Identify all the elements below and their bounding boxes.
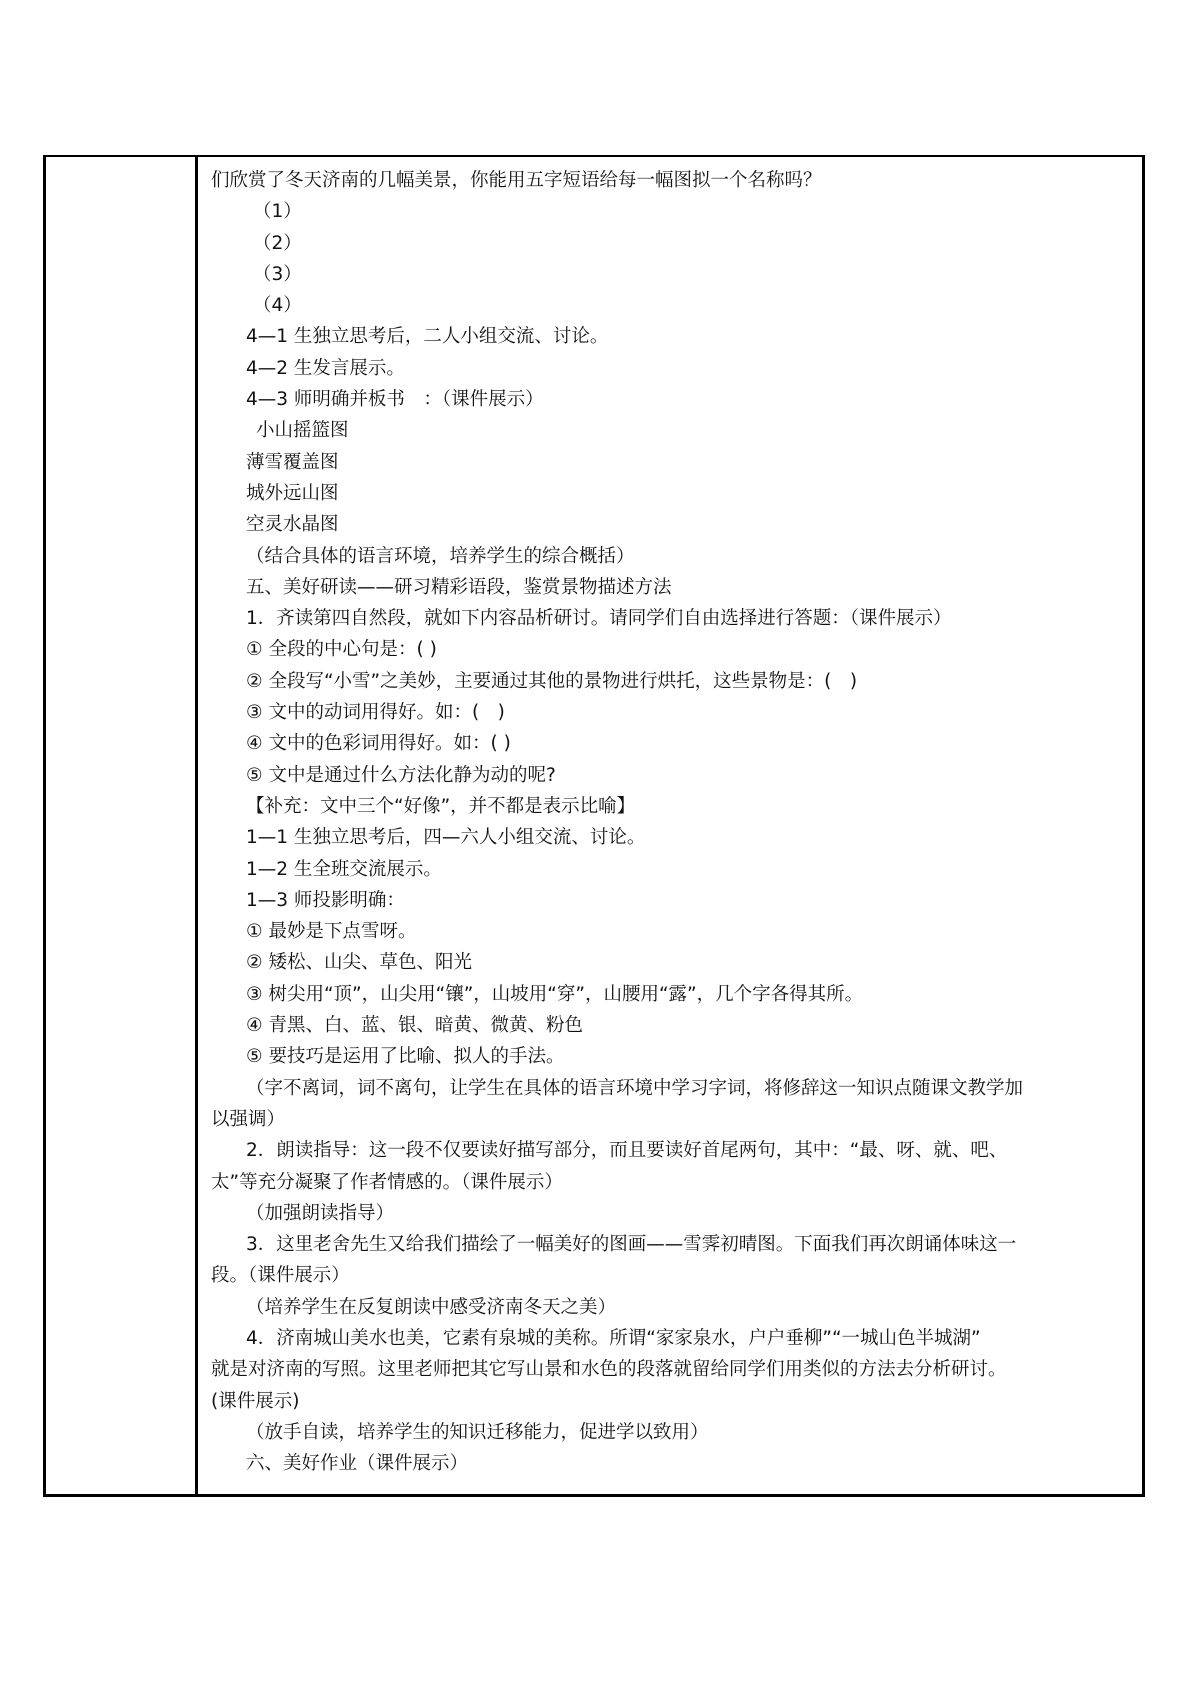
- text-line: 就是对济南的写照。这里老师把其它写山景和水色的段落就留给同学们用类似的方法去分析研讨。: [211, 1359, 1007, 1381]
- text-line: ③ 文中的动词用得好。如：( ): [246, 702, 505, 724]
- text-line: （加强朗读指导）: [246, 1202, 395, 1224]
- lesson-table: [43, 155, 1145, 1497]
- text-line: 【补充：文中三个“好像”，并不都是表示比喻】: [246, 795, 636, 817]
- text-line: ③ 树尖用“顶”，山尖用“镶”，山坡用“穿”，山腰用“露”，几个字各得其所。: [246, 983, 864, 1005]
- text-line: 4．济南城山美水也美，它素有泉城的美称。所谓“家家泉水，户户垂柳”“一城山色半城湖”: [246, 1327, 981, 1349]
- text-line: ② 矮松、山尖、草色、阳光: [246, 952, 472, 974]
- text-line: ⑤ 要技巧是运用了比喻、拟人的手法。: [246, 1046, 565, 1068]
- text-line: 太”等充分凝聚了作者情感的。（课件展示）: [211, 1171, 563, 1193]
- text-line: 段。（课件展示）: [211, 1265, 350, 1287]
- table-content-cell: [201, 157, 1142, 1494]
- text-line: （字不离词，词不离句，让学生在具体的语言环境中学习字词，将修辞这一知识点随课文教学加: [246, 1077, 1024, 1099]
- text-line: 以强调）: [211, 1108, 286, 1130]
- text-line: （放手自读，培养学生的知识迁移能力，促进学以致用）: [246, 1421, 709, 1443]
- text-line: ④ 文中的色彩词用得好。如：( ): [246, 733, 511, 755]
- text-line: （4）: [253, 295, 302, 317]
- text-line: 五、美好研读——研习精彩语段，鉴赏景物描述方法: [246, 576, 672, 598]
- text-line: 1—2 生全班交流展示。: [246, 858, 442, 880]
- text-line: ① 全段的中心句是：( ): [246, 639, 437, 661]
- text-line: 4—3 师明确并板书 ：（课件展示）: [246, 389, 544, 411]
- text-line: ⑤ 文中是通过什么方法化静为动的呢?: [246, 764, 556, 786]
- text-line: 们欣赏了冬天济南的几幅美景，你能用五字短语给每一幅图拟一个名称吗？: [211, 170, 822, 191]
- text-line: （结合具体的语言环境，培养学生的综合概括）: [246, 545, 635, 567]
- text-line: 六、美好作业（课件展示）: [246, 1453, 469, 1475]
- text-line: (课件展示): [211, 1390, 300, 1412]
- text-line: 4—1 生独立思考后，二人小组交流、讨论。: [246, 326, 609, 348]
- text-line: 3．这里老舍先生又给我们描绘了一幅美好的图画——雪霁初晴图。下面我们再次朗诵体味这一: [246, 1234, 1017, 1256]
- text-line: 城外远山图: [246, 482, 339, 504]
- text-line: 薄雪覆盖图: [246, 451, 339, 473]
- table-left-column: [46, 157, 198, 1494]
- text-line: （3）: [253, 263, 302, 285]
- text-line: 空灵水晶图: [246, 514, 339, 536]
- text-line: （培养学生在反复朗读中感受济南冬天之美）: [246, 1296, 617, 1318]
- content-lines: [201, 165, 1142, 1479]
- text-line: 小山摇篮图: [256, 420, 349, 442]
- text-line: 1．齐读第四自然段，就如下内容品析研讨。请同学们自由选择进行答题：（课件展示）: [246, 608, 952, 630]
- text-line: 1—3 师投影明确：: [246, 889, 405, 911]
- text-line: 1—1 生独立思考后，四—六人小组交流、讨论。: [246, 827, 646, 849]
- text-line: ② 全段写“小雪”之美妙，主要通过其他的景物进行烘托，这些景物是：( ): [246, 670, 858, 692]
- text-line: ① 最妙是下点雪呀。: [246, 921, 417, 943]
- text-line: ④ 青黑、白、蓝、银、暗黄、微黄、粉色: [246, 1015, 583, 1037]
- text-line: 4—2 生发言展示。: [246, 357, 405, 379]
- text-line: （1）: [253, 201, 302, 223]
- text-line: 2．朗读指导：这一段不仅要读好描写部分，而且要读好首尾两句，其中：“最、呀、就、吧、: [246, 1140, 1008, 1162]
- text-line: （2）: [253, 232, 302, 254]
